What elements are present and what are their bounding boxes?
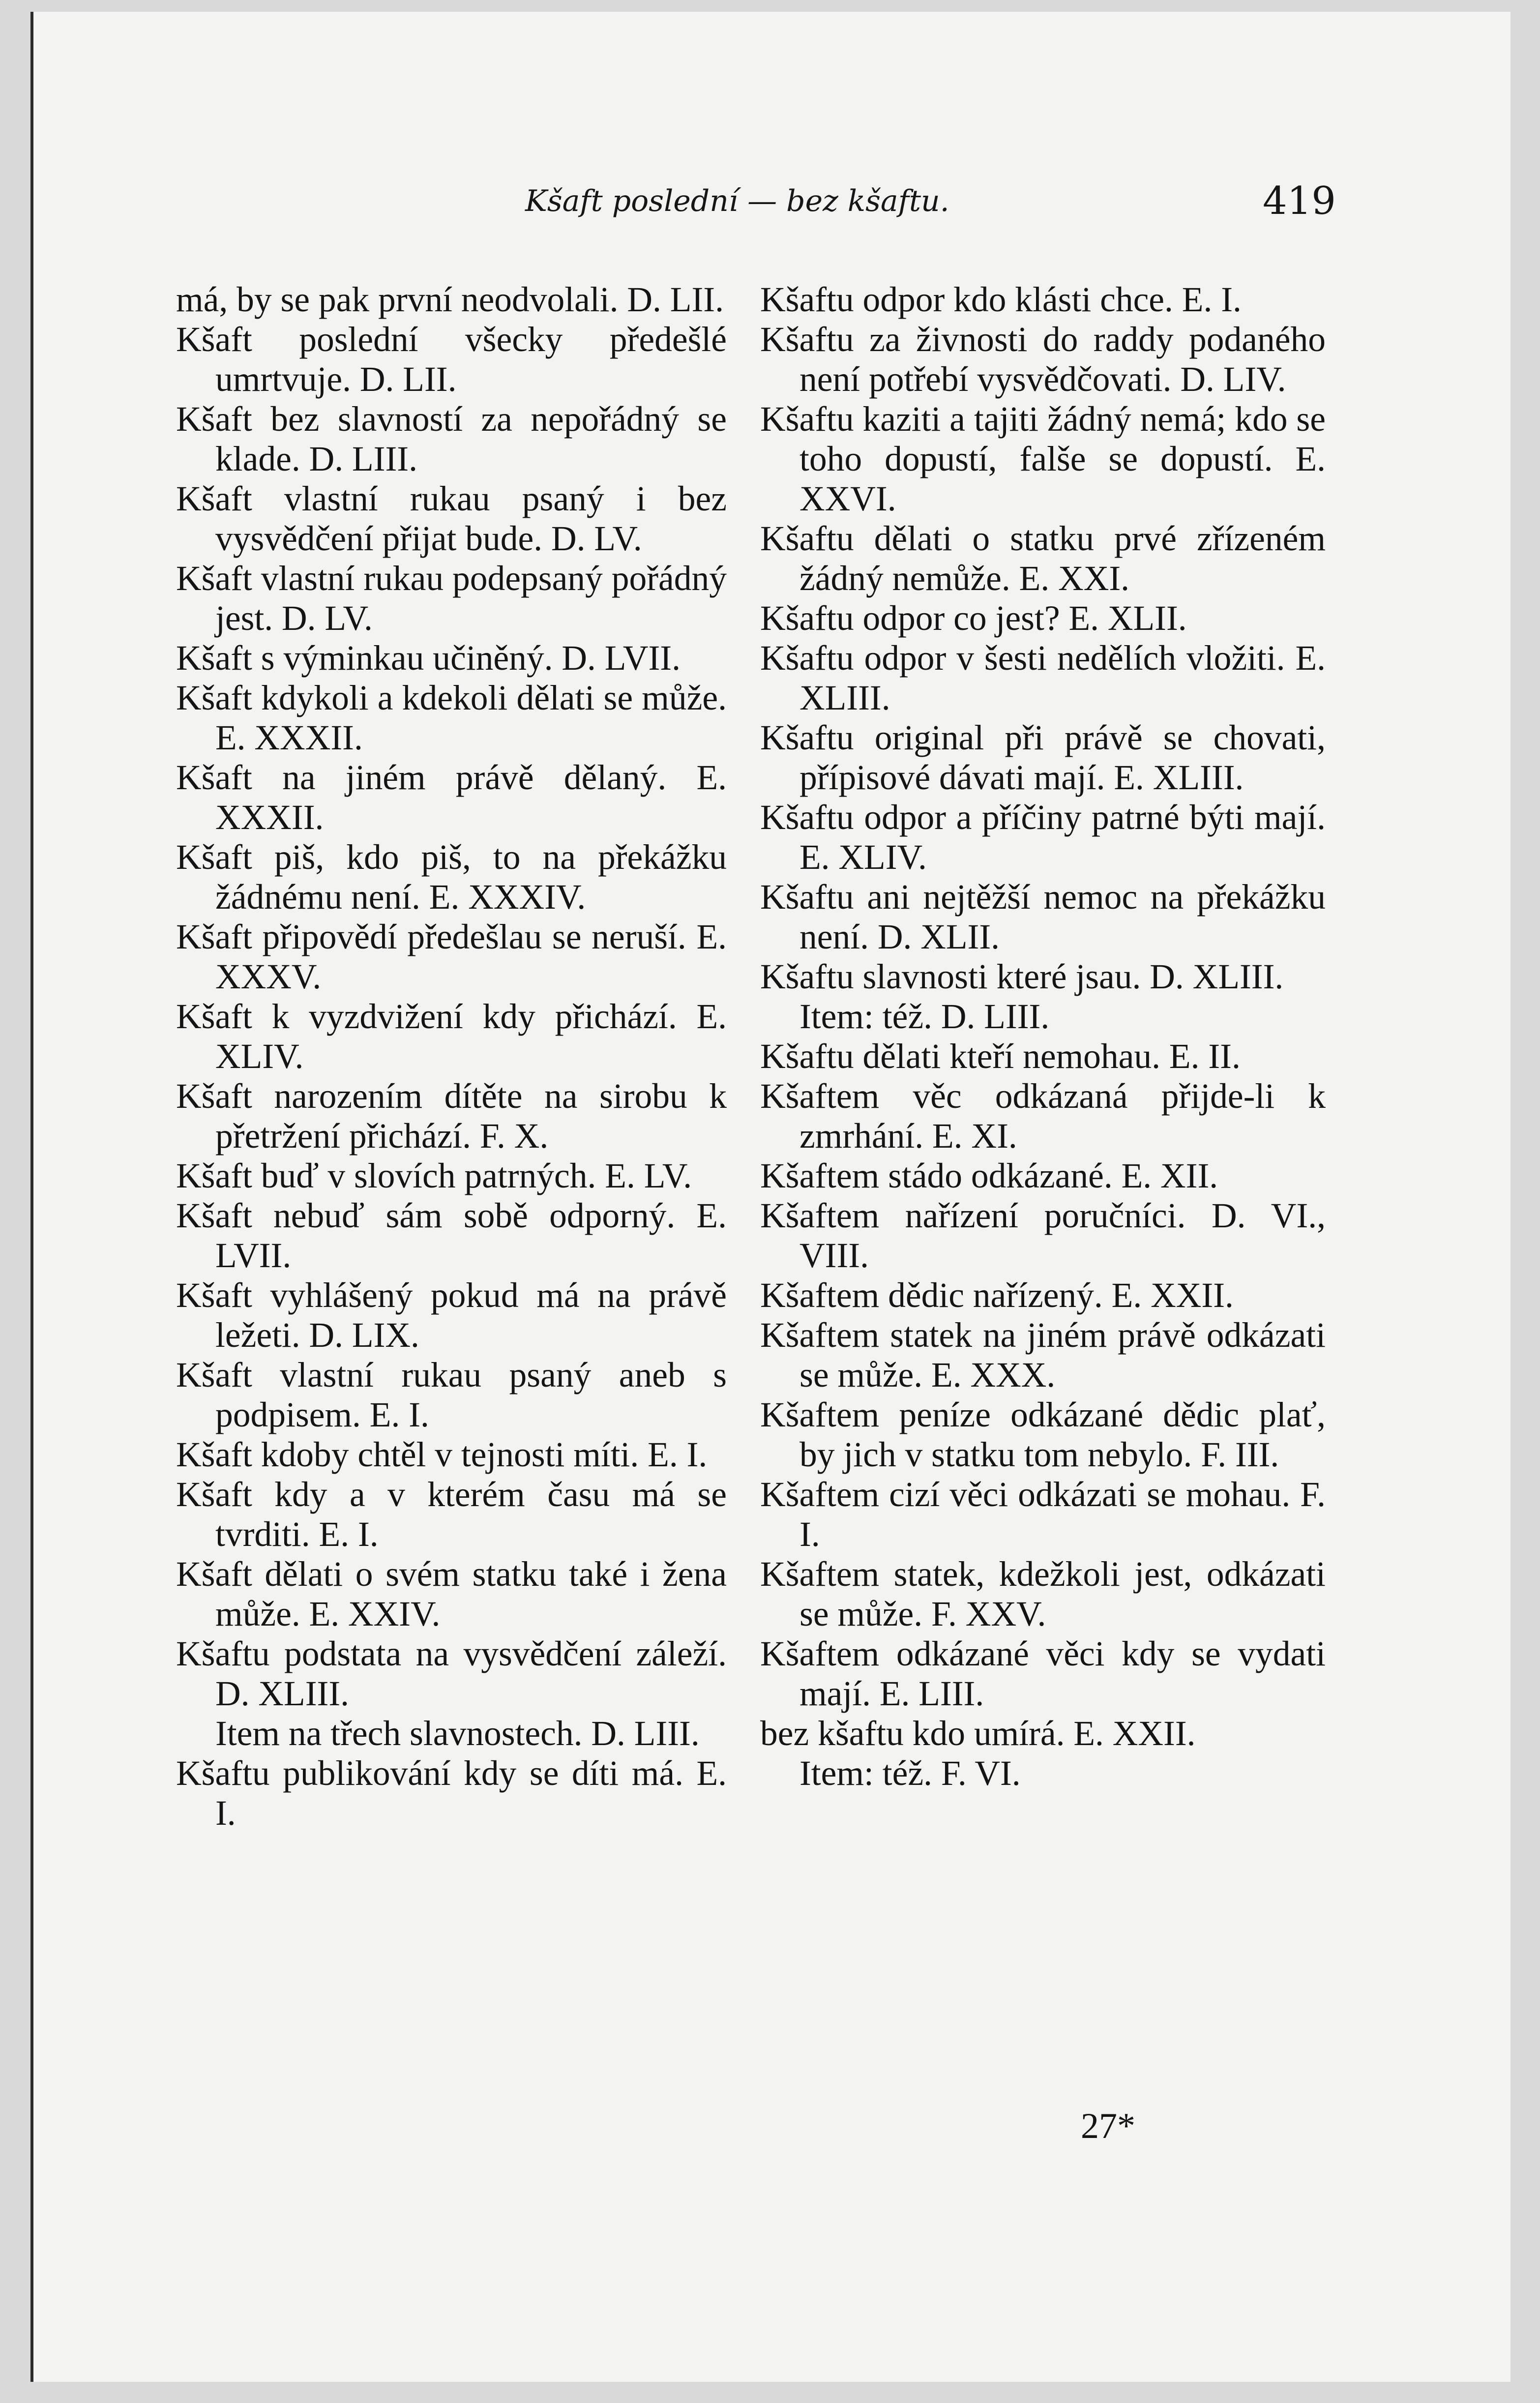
index-entry: Kšaftu odpor v šesti nedělích vložiti. E. XLIII. <box>760 639 1326 717</box>
index-subentry: Item: též. D. LIII. <box>800 997 1050 1036</box>
index-entry: Kšaftem věc odkázaná přijde-li k zmrhání. E. XI. <box>760 1077 1326 1156</box>
index-entry: Kšaftu odpor kdo klásti chce. E. I. <box>760 280 1242 319</box>
index-entry: Kšaftu za živnosti do raddy podaného není potřebí vysvědčovati. D. LIV. <box>760 320 1326 399</box>
index-entry: Kšaft narozením dítěte na sirobu k přetržení přichází. F. X. <box>176 1077 727 1156</box>
index-entry: Kšaft kdykoli a kdekoli dělati se může. E. XXXII. <box>176 679 727 757</box>
left-index-column <box>176 280 727 1833</box>
index-entry: Kšaftu ani nejtěžší nemoc na překážku není. D. XLII. <box>760 878 1326 956</box>
index-entry: Kšaftu publikování kdy se díti má. E. I. <box>176 1754 727 1833</box>
index-entry: Kšaftu podstata na vysvědčení záleží. D. XLIII. <box>176 1634 727 1713</box>
index-entry: Kšaft poslední všecky předešlé umrtvuje. D. LII. <box>176 320 727 399</box>
index-entry: Kšaftem statek, kdežkoli jest, odkázati se může. F. XXV. <box>760 1555 1326 1633</box>
index-entry: Kšaft vlastní rukau psaný aneb s podpisem. E. I. <box>176 1356 727 1434</box>
index-entry: Kšaft vlastní rukau podepsaný pořádný jest. D. LV. <box>176 559 727 638</box>
running-title: Kšaft poslední — bez kšaftu. <box>525 184 949 218</box>
index-entry: Kšaft s výminkau učiněný. D. LVII. <box>176 639 681 678</box>
index-entry: Kšaftem nařízení poručníci. D. VI., VIII. <box>760 1196 1326 1275</box>
index-entry: Kšaftem peníze odkázané dědic plať, by jich v statku tom nebylo. F. III. <box>760 1395 1326 1474</box>
index-entry: Kšaftem statek na jiném právě odkázati se může. E. XXX. <box>760 1316 1326 1394</box>
index-entry: Kšaft vlastní rukau psaný i bez vysvědčení přijat bude. D. LV. <box>176 479 727 558</box>
index-entry: Kšaftu slavnosti které jsau. D. XLIII. <box>760 957 1284 996</box>
index-entry: Kšaftem odkázané věci kdy se vydati mají. E. LIII. <box>760 1634 1326 1713</box>
signature-mark: 27* <box>1081 2106 1135 2146</box>
right-index-column <box>760 280 1326 1793</box>
index-entry: bez kšaftu kdo umírá. E. XXII. <box>760 1714 1196 1753</box>
index-entry: Kšaft piš, kdo piš, to na překážku žádnému není. E. XXXIV. <box>176 838 727 917</box>
index-entry: Kšaft na jiném právě dělaný. E. XXXII. <box>176 758 727 837</box>
index-entry: Kšaft k vyzdvižení kdy přichází. E. XLIV. <box>176 997 727 1076</box>
index-entry: Kšaftem cizí věci odkázati se mohau. F. I. <box>760 1475 1326 1554</box>
index-entry: Kšaft kdoby chtěl v tejnosti míti. E. I. <box>176 1435 708 1474</box>
index-entry: Kšaft bez slavností za nepořádný se klade. D. LIII. <box>176 400 727 478</box>
index-entry: Kšaftu dělati o statku prvé zřízeném žádný nemůže. E. XXI. <box>760 519 1326 598</box>
index-entry: Kšaftem stádo odkázané. E. XII. <box>760 1157 1218 1195</box>
book-page <box>30 12 1510 2382</box>
index-entry: Kšaftu odpor co jest? E. XLII. <box>760 599 1187 638</box>
index-entry: Kšaftu odpor a příčiny patrné býti mají. E. XLIV. <box>760 798 1326 877</box>
index-entry: Kšaftu original při právě se chovati, přípisové dávati mají. E. XLIII. <box>760 718 1326 797</box>
index-entry: Kšaftu kaziti a tajiti žádný nemá; kdo se toho dopustí, falše se dopustí. E. XXVI. <box>760 400 1326 518</box>
index-entry: Kšaft dělati o svém statku také i žena může. E. XXIV. <box>176 1555 727 1633</box>
index-entry: Kšaft kdy a v kterém času má se tvrditi. E. I. <box>176 1475 727 1554</box>
index-entry: Kšaftu dělati kteří nemohau. E. II. <box>760 1037 1241 1076</box>
index-entry: Kšaft připovědí předešlau se neruší. E. XXXV. <box>176 918 727 996</box>
index-entry: Kšaft nebuď sám sobě odporný. E. LVII. <box>176 1196 727 1275</box>
index-entry: má, by se pak první neodvolali. D. LII. <box>176 280 724 319</box>
index-subentry: Item: též. F. VI. <box>800 1754 1021 1793</box>
index-entry: Kšaftem dědic nařízený. E. XXII. <box>760 1276 1234 1315</box>
index-entry: Kšaft buď v slovích patrných. E. LV. <box>176 1157 692 1195</box>
index-entry: Kšaft vyhlášený pokud má na právě ležeti. D. LIX. <box>176 1276 727 1355</box>
index-subentry: Item na třech slavnostech. D. LIII. <box>215 1714 700 1753</box>
page-number: 419 <box>1263 179 1336 223</box>
